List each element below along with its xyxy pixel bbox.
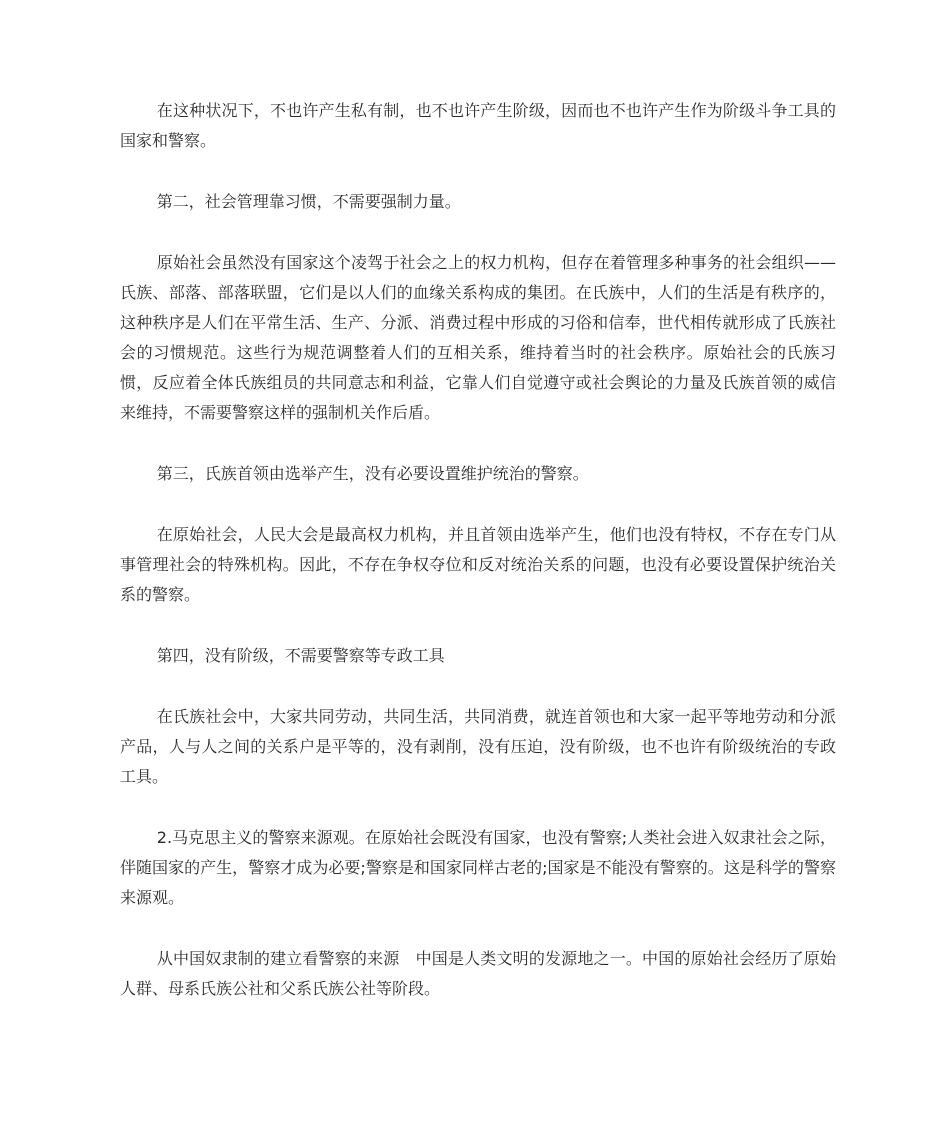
paragraph-1: 在这种状况下，不也许产生私有制，也不也许产生阶级，因而也不也许产生作为阶级斗争工具的国家和警察。 bbox=[120, 101, 836, 150]
section-heading-4: 第四，没有阶级，不需要警察等专政工具 bbox=[156, 646, 445, 665]
section-heading-3: 第三，氏族首领由选举产生，没有必要设置维护统治的警察。 bbox=[156, 464, 589, 483]
paragraph-5: 在原始社会，人民大会是最高权力机构，并且首领由选举产生，他们也没有特权，不存在专门从事管理社会的特殊机构。因此，不存在争权夺位和反对统治关系的问题，也没有必要设置保护统治关系的警察。 bbox=[120, 525, 836, 604]
paragraph-9: 从中国奴隶制的建立看警察的来源 中国是人类文明的发源地之一。中国的原始社会经历了原始人群、母系氏族公社和父系氏族公社等阶段。 bbox=[120, 949, 836, 998]
document-page bbox=[120, 96, 836, 1035]
paragraph-3: 原始社会虽然没有国家这个凌驾于社会之上的权力机构，但存在着管理多种事务的社会组织——氏族、部落、部落联盟，它们是以人们的血缘关系构成的集团。在氏族中，人们的生活是有秩序的，这种秩序是人们在平常生活、生产、分派、消费过程中形成的习俗和信奉，世代相传就形成了氏族社会的习惯规范。这些行为规范调整着人们的互相关系，维持着当时的社会秩序。原始社会的氏族习惯，反应着全体氏族组员的共同意志和利益，它靠人们自觉遵守或社会舆论的力量及氏族首领的威信来维持，不需要警察这样的强制机关作后盾。 bbox=[120, 253, 836, 422]
paragraph-7: 在氏族社会中，大家共同劳动，共同生活，共同消费，就连首领也和大家一起平等地劳动和分派产品，人与人之间的关系户是平等的，没有剥削，没有压迫，没有阶级，也不也许有阶级统治的专政工具。 bbox=[120, 707, 836, 786]
section-heading-2: 第二，社会管理靠习惯，不需要强制力量。 bbox=[156, 192, 461, 211]
paragraph-8: 2.马克思主义的警察来源观。在原始社会既没有国家，也没有警察;人类社会进入奴隶社会之际，伴随国家的产生，警察才成为必要;警察是和国家同样古老的;国家是不能没有警察的。这是科学的警察来源观。 bbox=[120, 828, 836, 907]
